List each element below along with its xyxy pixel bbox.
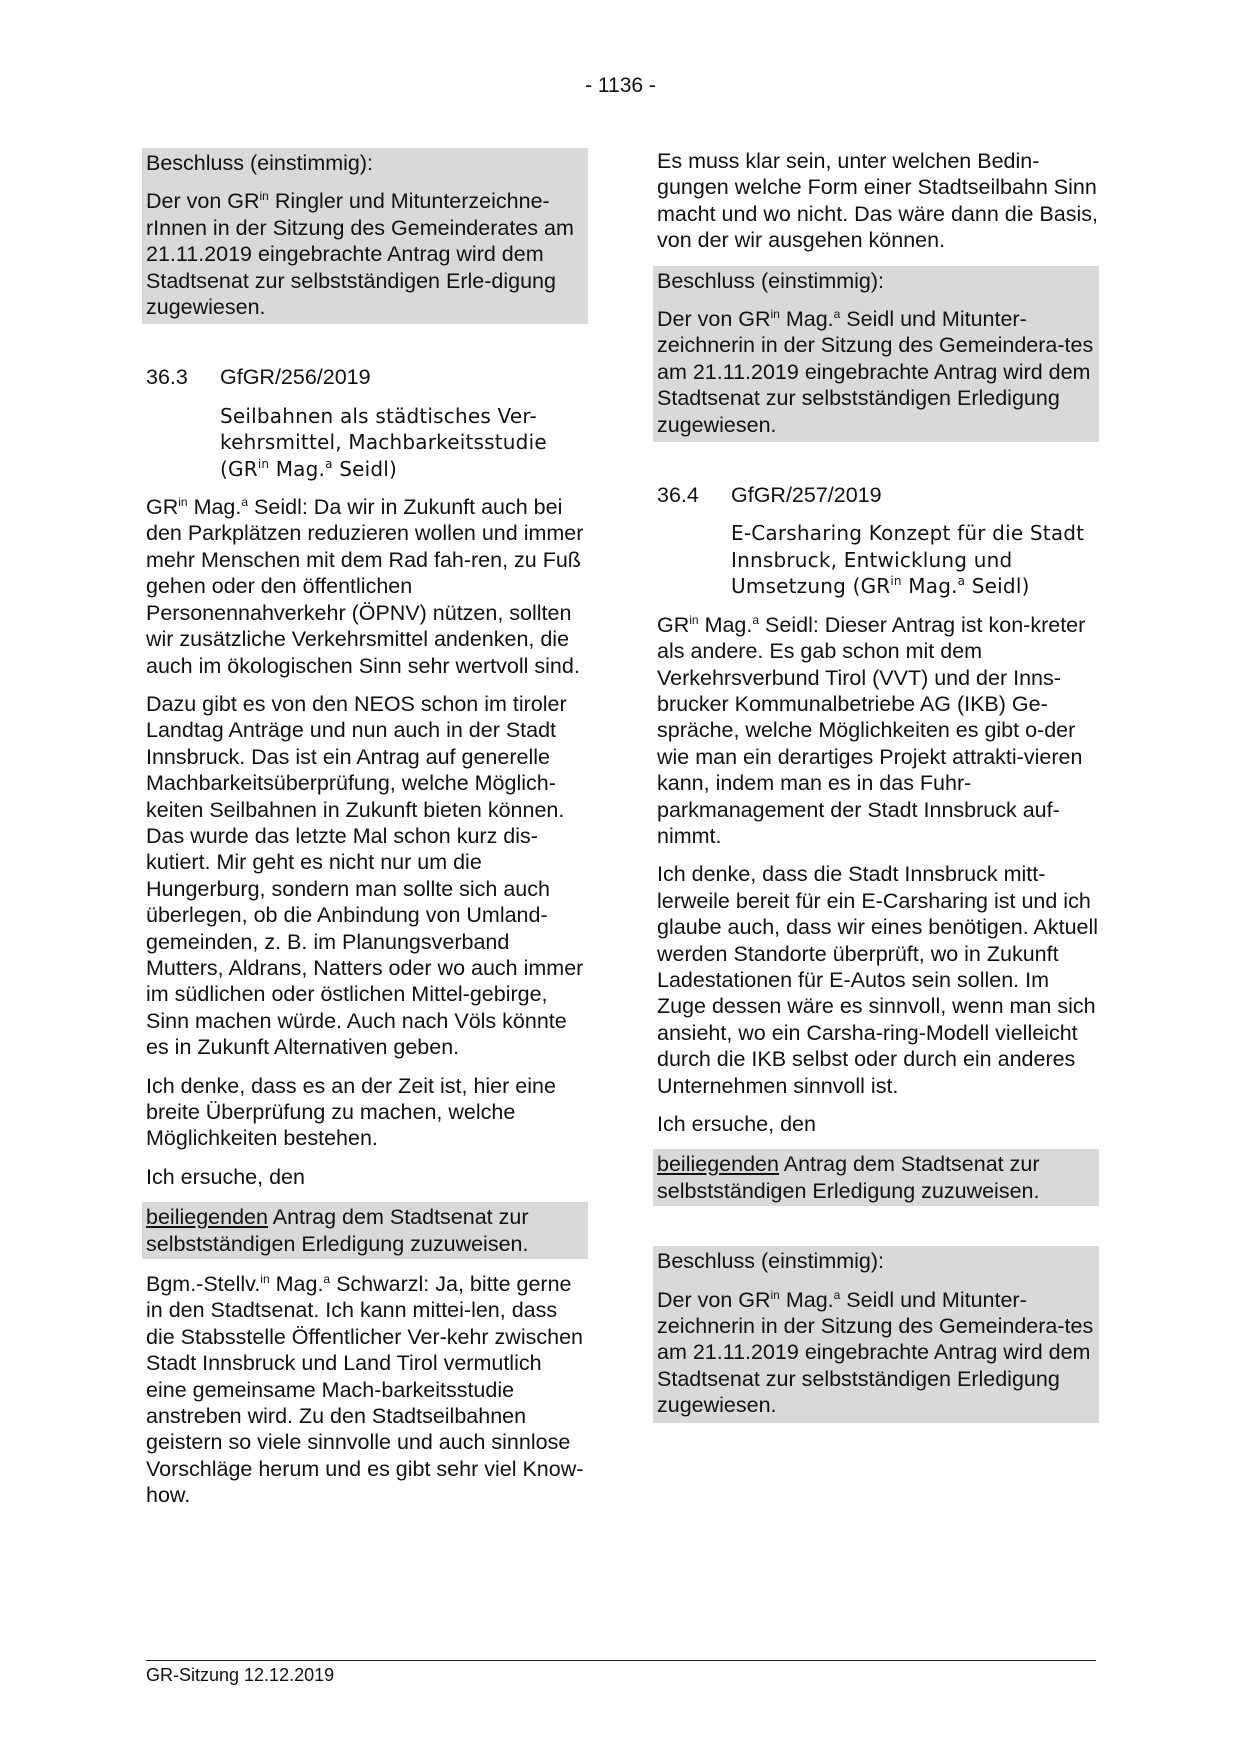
speech-paragraph: Dazu gibt es von den NEOS schon im tiroler Landtag Anträge und nun auch in der Stadt Innsbruck. Das ist ein Antrag auf generelle Machbarkeitsüberprüfung, welche Möglich-keiten Seilbahnen in Zukunft bieten können. Das wurde das letzte Mal schon kurz dis- xyxy=(146,691,567,848)
speech-paragraph: kutiert. Mir geht es nicht nur um die Hungerburg, sondern man sollte sich auch überlegen, ob die Anbindung von Umland-gemeinden, z. B. im Planungsverband Mutters, Aldrans, Natters oder wo auch immer im südlichen oder östlichen Mittel-gebirge, Sinn machen würde. Auch nach Völs könnte es in Zukunft Alternativen geben. xyxy=(146,850,584,1060)
footer-text: GR-Sitzung 12.12.2019 xyxy=(146,1665,335,1685)
speech-paragraph: $GR^{in}$ Mag.$^a$ Seidl: Dieser Antrag ist kon-kreter als andere. Es gab schon mit dem Verkehrsverbund Tirol (VVT) und der Inns-brucker Kommunalbetriebe AG (IKB) Ge-spräche, welche Möglichkeiten es gibt o-der wie man ein derartiges Projekt attrakti-vieren kann, indem man es in das Fuhr-parkmanagement der Stadt Innsbruck auf-nimmt. xyxy=(657,612,1086,848)
agenda-item-title: Seilbahnen als städtisches Ver-kehrsmittel, Machbarkeitsstudie ($GR^{in}$ Mag.$^a$ Seidl) xyxy=(220,403,547,481)
request-line: Ich ersuche, den xyxy=(146,1164,305,1189)
agenda-item-header xyxy=(657,482,1099,508)
resolution-text: Der von $GR^{in}$ Mag.$^a$ Seidl und Mitunter-zeichnerin in der Sitzung des Gemeindera-tes am 21.11.2019 eingebrachte Antrag wird dem Stadtsenat zur selbstständigen Erledigung zugewiesen. xyxy=(653,1285,1099,1423)
resolution-text: Der von $GR^{in}$ Ringler und Mitunterzeichne-rInnen in der Sitzung des Gemeinderates am 21.11.2019 eingebrachte Antrag wird dem Stadtsenat zur selbstständigen Erle-digung zugewiesen. xyxy=(142,186,588,324)
agenda-item-number: 36.3 xyxy=(146,365,188,390)
agenda-item-code: GfGR/256/2019 xyxy=(220,365,371,390)
motion-text: beiliegenden Antrag dem Stadtsenat zur selbstständigen Erledigung zuzuweisen. xyxy=(142,1202,588,1259)
motion-text: beiliegenden Antrag dem Stadtsenat zur selbstständigen Erledigung zuzuweisen. xyxy=(653,1149,1099,1206)
speech-paragraph: Es muss klar sein, unter welchen Bedin-gungen welche Form einer Stadtseilbahn Sinn macht und wo nicht. Das wäre dann die Basis, von der wir ausgehen können. xyxy=(657,149,1098,253)
speech-paragraph: Ich denke, dass es an der Zeit ist, hier eine breite Überprüfung zu machen, welche Möglichkeiten bestehen. xyxy=(146,1073,556,1151)
agenda-item-number: 36.4 xyxy=(657,483,699,508)
resolution-text: Der von $GR^{in}$ Mag.$^a$ Seidl und Mitunter-zeichnerin in der Sitzung des Gemeindera-tes am 21.11.2019 eingebrachte Antrag wird dem Stadtsenat zur selbstständigen Erledigung zugewiesen. xyxy=(653,304,1099,442)
agenda-item-title: E-Carsharing Konzept für die Stadt Innsbruck, Entwicklung und Umsetzung ($GR^{in}$ Mag.$^a$ Seidl) xyxy=(731,521,1085,599)
agenda-item-code: GfGR/257/2019 xyxy=(731,483,882,508)
resolution-heading: Beschluss (einstimmig): xyxy=(142,148,588,186)
page-number: - 1136 - xyxy=(585,74,656,97)
footer-divider xyxy=(146,1660,1096,1661)
speech-paragraph: Ich denke, dass die Stadt Innsbruck mitt-lerweile bereit für ein E-Carsharing ist und ich glaube auch, dass wir eines benötigen. Aktuell werden Standorte überprüft, wo in Zukunft Ladestationen für E-Autos sein sollen. Im Zuge dessen wäre es sinnvoll, wenn man sich ansieht, wo ein Carsha-ring-Modell vielleicht durch die IKB selbst oder durch ein anderes Unternehmen sinnvoll ist. xyxy=(657,862,1099,1098)
speech-paragraph: $GR^{in}$ Mag.$^a$ Seidl: Da wir in Zukunft auch bei den Parkplätzen reduzieren wollen und immer mehr Menschen mit dem Rad fah-ren, zu Fuß gehen oder den öffentlichen Personennahverkehr (ÖPNV) nützen, sollten wir zusätzliche Verkehrsmittel andenken, die auch im ökologischen Sinn sehr wertvoll sind. xyxy=(146,495,584,678)
speech-paragraph: Bgm.-Stellv.$^{in}$ Mag.$^a$ Schwarzl: Ja, bitte gerne in den Stadtsenat. Ich kann mittei-len, dass die Stabsstelle Öffentlicher Ver-kehr zwischen Stadt Innsbruck und Land Tirol vermutlich eine gemeinsame Mach-barkeitsstudie anstreben wird. Zu den Stadtseilbahnen geistern so viele sinnvolle und auch sinnlose Vorschläge herum und es gibt sehr viel Know-how. xyxy=(146,1272,584,1508)
resolution-heading: Beschluss (einstimmig): xyxy=(653,266,1099,304)
right-column xyxy=(657,148,1099,1423)
agenda-item-header xyxy=(146,364,588,390)
resolution-heading: Beschluss (einstimmig): xyxy=(653,1246,1099,1284)
left-column xyxy=(146,148,588,1521)
request-line: Ich ersuche, den xyxy=(657,1112,816,1136)
